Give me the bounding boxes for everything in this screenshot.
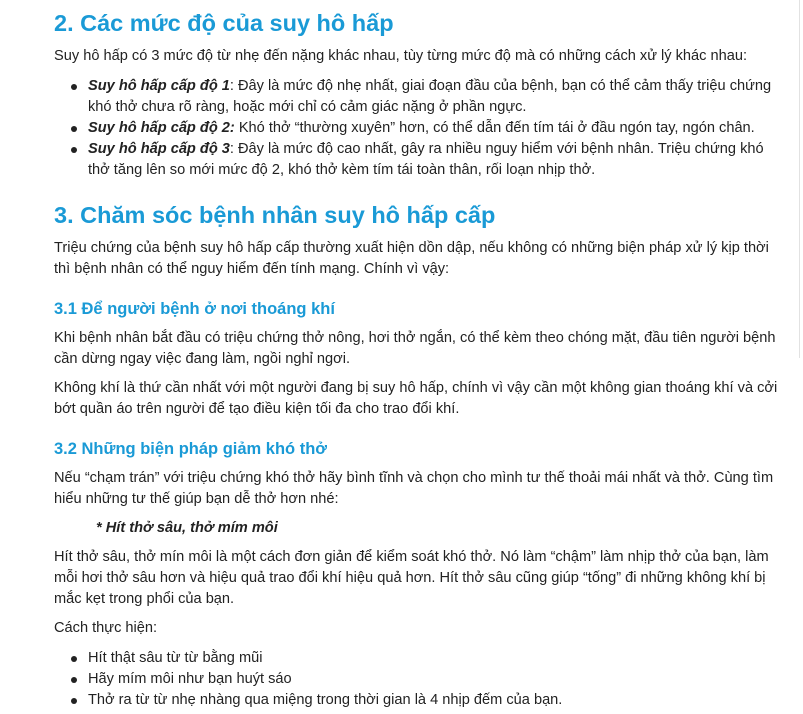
technique-subheading: * Hít thở sâu, thở mím môi xyxy=(96,520,278,536)
list-item-text: Hãy mím môi như bạn huýt sáo xyxy=(88,671,292,687)
list-item-text: Khó thở “thường xuyên” hơn, có thể dẫn đến tím tái ở đầu ngón tay, ngón chân. xyxy=(234,120,755,136)
bullet-icon xyxy=(71,147,77,153)
article-content xyxy=(54,0,779,711)
how-to-label: Cách thực hiện: xyxy=(54,620,158,636)
list-item-text: Thở ra từ từ nhẹ nhàng qua miệng trong thời gian là 4 nhịp đếm của bạn. xyxy=(88,692,563,708)
list-item xyxy=(54,669,779,690)
section-3-intro: Triệu chứng của bệnh suy hô hấp cấp thường xuất hiện dồn dập, nếu không có những biện pháp xử lý kịp thời thì bệnh nhân có thể nguy hiểm đến tính mạng. Chính vì vậy: xyxy=(54,240,769,277)
section-3-2-paragraph-1: Nếu “chạm trán” với triệu chứng khó thở hãy bình tĩnh và chọn cho mình tư thế thoải mái nhất và thở. Cùng tìm hiểu những tư thế giúp bạn dễ thở hơn nhé: xyxy=(54,470,774,507)
bullet-icon xyxy=(71,656,77,662)
section-3-1-paragraph-2: Không khí là thứ cần nhất với một người đang bị suy hô hấp, chính vì vậy cần một không gian thoáng khí và cởi bớt quần áo trên người để tạo điều kiện tối đa cho trao đổi khí. xyxy=(54,380,778,417)
severity-list xyxy=(54,76,779,181)
list-item-text: : Đây là mức độ nhẹ nhất, giai đoạn đầu của bệnh, bạn có thể cảm thấy triệu chứng khó thở chưa rõ ràng, hoặc mới chỉ có cảm giác nặng ở phần ngực. xyxy=(88,78,772,115)
list-item-term: Suy hô hấp cấp độ 3 xyxy=(88,141,230,157)
list-item-term: Suy hô hấp cấp độ 2: xyxy=(88,120,235,136)
bullet-icon xyxy=(71,84,77,90)
list-item xyxy=(54,76,779,118)
section-2-heading: 2. Các mức độ của suy hô hấp xyxy=(54,10,394,36)
section-3-1-paragraph-1: Khi bệnh nhân bắt đầu có triệu chứng thở nông, hơi thở ngắn, có thể kèm theo chóng mặt, đầu tiên người bệnh cần dừng ngay việc đang làm, ngồi nghỉ ngơi. xyxy=(54,330,776,367)
list-item-text: Hít thật sâu từ từ bằng mũi xyxy=(88,650,263,666)
section-3-1-heading: 3.1 Để người bệnh ở nơi thoáng khí xyxy=(54,300,335,318)
section-2-intro: Suy hô hấp có 3 mức độ từ nhẹ đến nặng khác nhau, tùy từng mức độ mà có những cách xử lý khác nhau: xyxy=(54,48,748,64)
section-3-2-heading: 3.2 Những biện pháp giảm khó thở xyxy=(54,440,328,458)
section-3-2-paragraph-2: Hít thở sâu, thở mín môi là một cách đơn giản để kiểm soát khó thở. Nó làm “chậm” làm nhịp thở của bạn, làm mỗi hơi thở sâu hơn và hiệu quả trao đổi khí hiệu quả hơn. Hít thở sâu cũng giúp “tống” đi những không khí bị mắc kẹt trong phổi của bạn. xyxy=(54,549,769,607)
page-edge-divider xyxy=(799,0,800,358)
list-item xyxy=(54,139,779,181)
section-3-heading: 3. Chăm sóc bệnh nhân suy hô hấp cấp xyxy=(54,202,496,228)
list-item-text: : Đây là mức độ cao nhất, gây ra nhiều nguy hiểm với bệnh nhân. Triệu chứng khó thở tăng lên so mới mức độ 2, khó thở kèm tím tái toàn thân, rối loạn nhịp thở. xyxy=(88,141,764,178)
bullet-icon xyxy=(71,698,77,704)
list-item-term: Suy hô hấp cấp độ 1 xyxy=(88,78,230,94)
list-item xyxy=(54,648,779,669)
list-item xyxy=(54,690,779,711)
list-item xyxy=(54,118,779,139)
steps-list xyxy=(54,648,779,711)
bullet-icon xyxy=(71,677,77,683)
bullet-icon xyxy=(71,126,77,132)
